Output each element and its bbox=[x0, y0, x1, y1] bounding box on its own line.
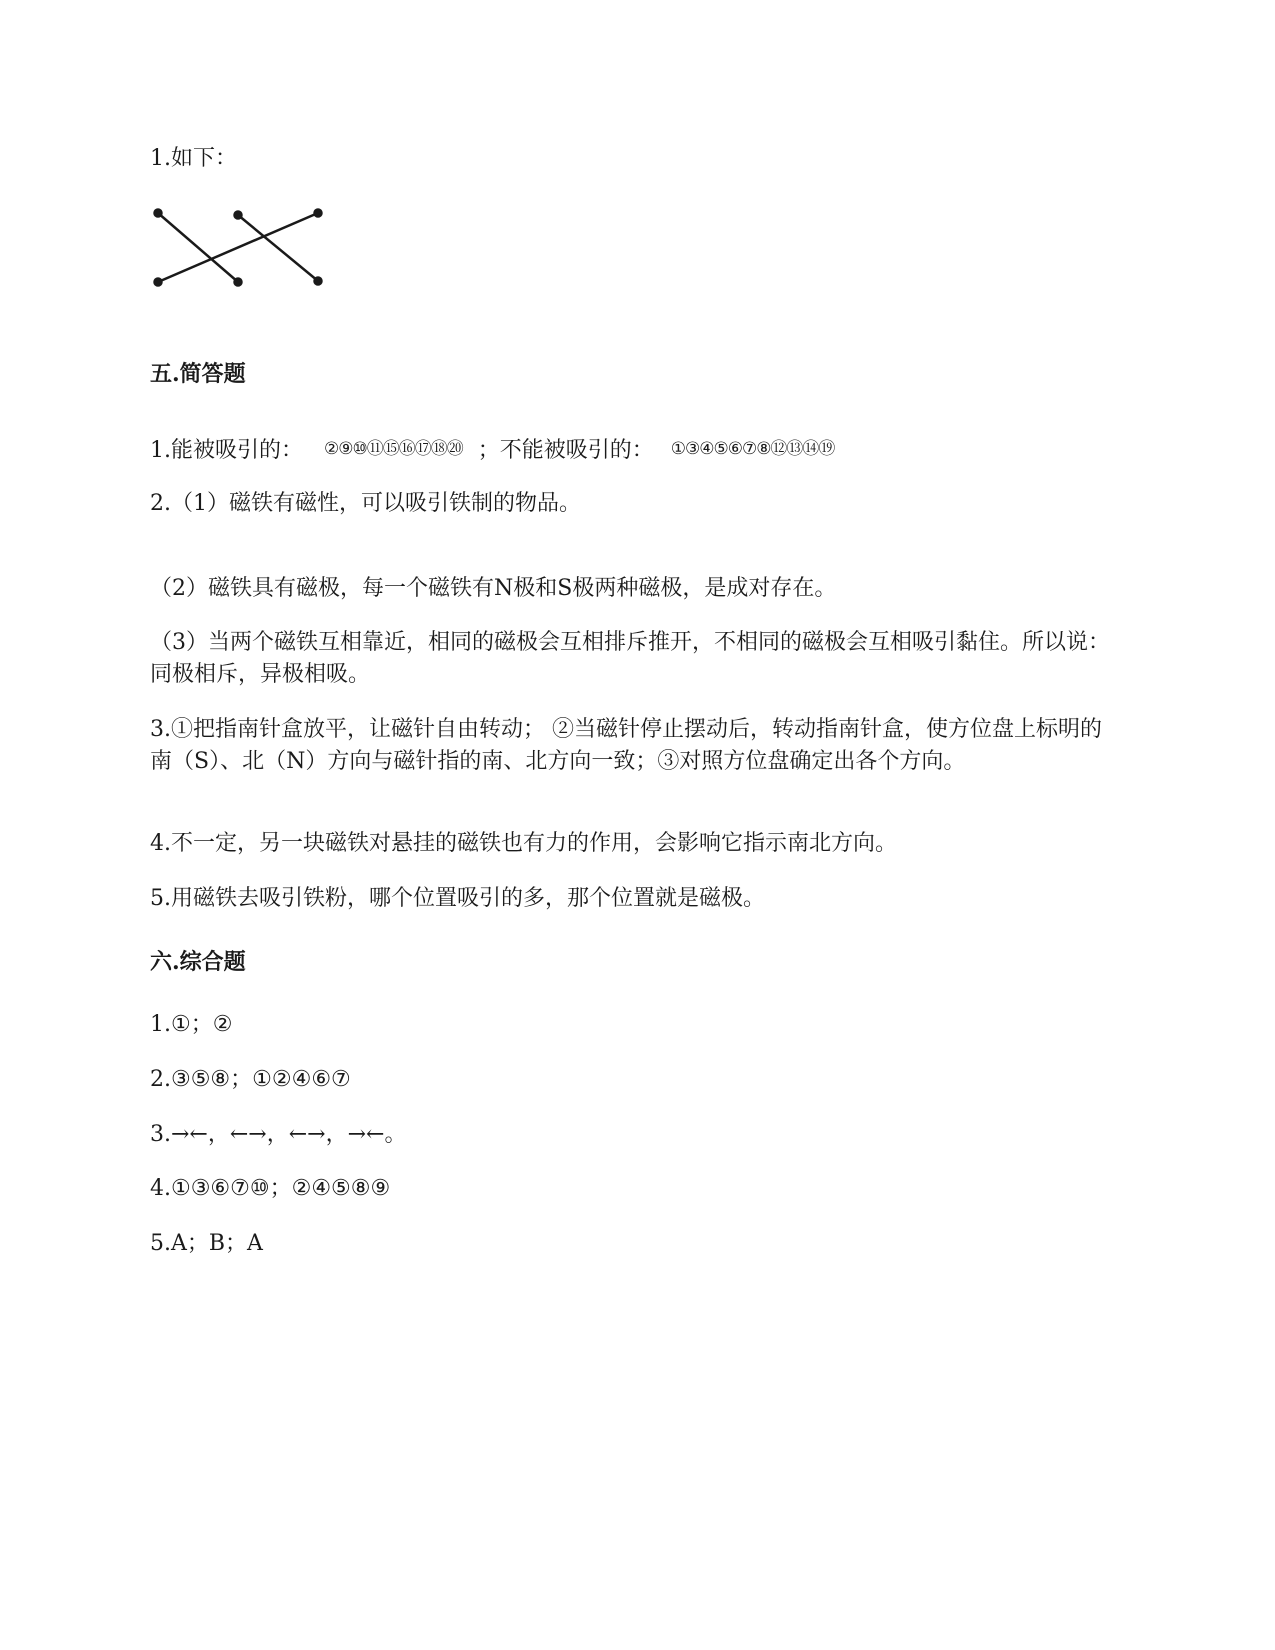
match-dot bbox=[155, 279, 162, 286]
match-line-3 bbox=[158, 213, 318, 282]
answer-s4-q1: 1.如下： bbox=[150, 146, 237, 171]
answer-s6-q4: 4.①③⑥⑦⑩；②④⑤⑧⑨ bbox=[150, 1176, 391, 1201]
answer-s6-q2: 2.③⑤⑧；①②④⑥⑦ bbox=[150, 1067, 351, 1092]
answer-s5-q5: 5.用磁铁去吸引铁粉，哪个位置吸引的多，那个位置就是磁极。 bbox=[150, 886, 765, 911]
match-dot bbox=[235, 212, 242, 219]
attracted-items: ②⑨⑩⑪⑮⑯⑰⑱⑳ bbox=[324, 439, 463, 459]
answer-s5-q1 bbox=[150, 436, 834, 464]
section5-heading: 五.简答题 bbox=[150, 361, 246, 387]
answer-s5-q2-1: 2.（1）磁铁有磁性，可以吸引铁制的物品。 bbox=[150, 491, 581, 516]
not-attracted-items: ①③④⑤⑥⑦⑧⑫⑬⑭⑲ bbox=[670, 439, 835, 459]
matching-lines-diagram bbox=[150, 205, 350, 305]
answer-s5-q4: 4.不一定，另一块磁铁对悬挂的磁铁也有力的作用，会影响它指示南北方向。 bbox=[150, 831, 897, 856]
section6-heading: 六.综合题 bbox=[150, 949, 246, 975]
match-dot bbox=[315, 210, 322, 217]
match-line-1 bbox=[158, 213, 238, 282]
answer-s5-q3: 3.①把指南针盒放平，让磁针自由转动； ②当磁针停止摆动后，转动指南针盒，使方位盘上标明的南（S）、北（N）方向与磁针指的南、北方向一致；③对照方位盘确定出各个方向。 bbox=[150, 717, 1102, 774]
answer-s6-q1: 1.①；② bbox=[150, 1012, 233, 1037]
answer-s5-q2-3: （3）当两个磁铁互相靠近，相同的磁极会互相排斥推开，不相同的磁极会互相吸引黏住。所以说：同极相斥，异极相吸。 bbox=[150, 630, 1111, 687]
answer-s6-q3: 3.→←，←→，←→，→←。 bbox=[150, 1122, 407, 1147]
answer-s5-q2-2: （2）磁铁具有磁极，每一个磁铁有N极和S极两种磁极，是成对存在。 bbox=[150, 576, 837, 601]
q1-separator: ；不能被吸引的： bbox=[477, 438, 654, 463]
match-dot bbox=[235, 279, 242, 286]
answer-s6-q5: 5.A；B；A bbox=[150, 1231, 263, 1256]
q1-prefix: 1.能被吸引的： bbox=[150, 438, 303, 463]
match-line-2 bbox=[238, 215, 318, 281]
match-dot bbox=[155, 210, 162, 217]
match-dot bbox=[315, 278, 322, 285]
